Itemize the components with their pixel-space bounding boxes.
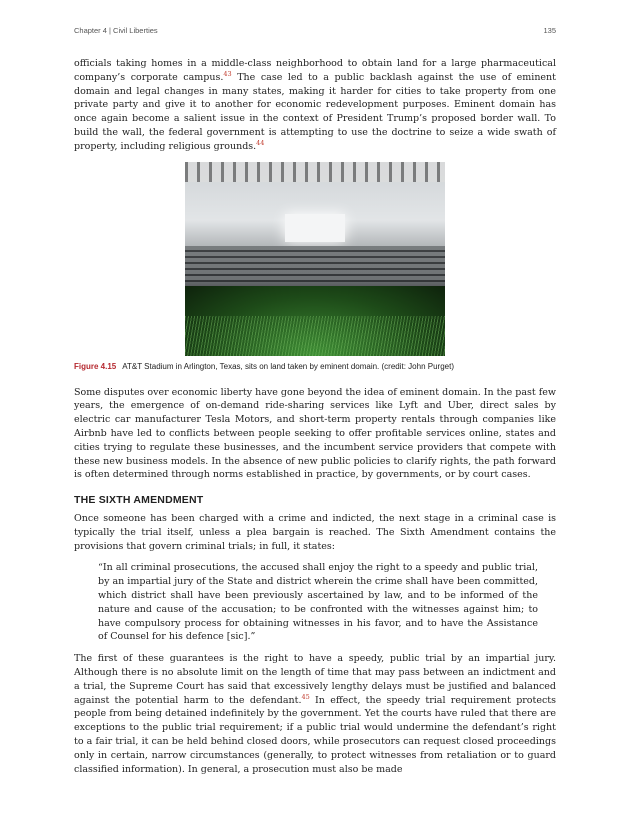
stadium-turf [185, 316, 445, 356]
page-number: 135 [543, 26, 556, 35]
footnote-ref-43[interactable]: 43 [223, 69, 232, 78]
figure-label: Figure 4.15 [74, 361, 117, 371]
paragraph-economic-liberty: Some disputes over economic liberty have gone beyond the idea of eminent domain. In the past few years, the emergence of on-demand ride-sharing services like Lyft and Uber, direct sales by electric car manufacturer Tesla Motors, and short-term property rentals through companies like Airbnb have led to conflicts between people seeking to offer profitable services online, states and cities trying to regulate these businesses, and the incumbent service providers that compete with these new business models. In the absence of new public policies to clarify rights, the path forward is often determined through norms established in practice, by governments, or by court cases. [74, 386, 556, 481]
stadium-roof [185, 162, 445, 182]
stadium-stands [185, 246, 445, 282]
chapter-title: Chapter 4 | Civil Liberties [74, 26, 158, 35]
figure-stadium [74, 162, 556, 372]
stadium-photo [185, 162, 445, 356]
paragraph-text: The first of these guarantees is the right to have a speedy, public trial by an impartial jury. Although there is no absolute limit on the length of time that may pass between an indictment and a trial, the Supreme Court has said that excessively lengthy delays must be justified and balanced against the potential harm to the defendant. [74, 653, 556, 706]
page-content [74, 57, 556, 784]
stadium-video-board [285, 214, 345, 242]
paragraph-eminent-domain [74, 57, 556, 154]
figure-caption-text: AT&T Stadium in Arlington, Texas, sits on land taken by eminent domain. (credit: John Purget) [122, 361, 454, 371]
footnote-ref-44[interactable]: 44 [256, 138, 265, 147]
paragraph-text: The case led to a public backlash against the use of eminent domain and legal changes in many states, making it harder for cities to take property from one private party and give it to another for economic redevelopment purposes. Eminent domain has once again become a salient issue in the context of President Trump’s proposed border wall. To build the wall, the federal government is attempting to use the doctrine to seize a wide swath of property, including religious grounds. [74, 71, 556, 152]
section-heading: THE SIXTH AMENDMENT [74, 494, 204, 507]
paragraph-text: In effect, the speedy trial requirement protects people from being detained indefinitely by the government. Yet the courts have ruled that there are exceptions to the public trial requirement; if a public trial would undermine the defendant’s right to a fair trial, it can be held behind closed doors, while prosecutors can request closed proceedings only in certain, narrow circumstances (generally, to protect witnesses from retaliation or to guard classified information). In general, a prosecution must also be made [74, 694, 556, 775]
footnote-ref-45[interactable]: 45 [301, 692, 310, 701]
paragraph-sixth-amendment-intro: Once someone has been charged with a crime and indicted, the next stage in a criminal case is typically the trial itself, unless a plea bargain is reached. The Sixth Amendment contains the provisions that govern criminal trials; in full, it states: [74, 512, 556, 552]
figure-caption [74, 361, 556, 372]
paragraph-speedy-trial [74, 652, 556, 776]
paragraph-text: officials taking homes in a middle-class neighborhood to obtain land for a large pharmaceutical company’s corporate campus. [74, 58, 556, 83]
sixth-amendment-quote: “In all criminal prosecutions, the accused shall enjoy the right to a speedy and public trial, by an impartial jury of the State and district wherein the crime shall have been committed, which district shall have been previously ascertained by law, and to be informed of the nature and cause of the accusation; to be confronted with the witnesses against him; to have compulsory process for obtaining witnesses in his favor, and to have the Assistance of Counsel for his defence [sic].” [98, 562, 538, 643]
